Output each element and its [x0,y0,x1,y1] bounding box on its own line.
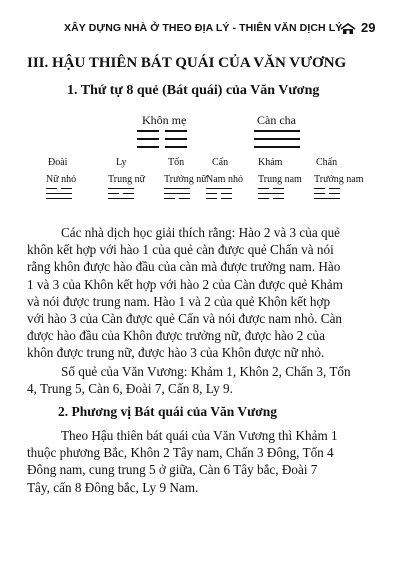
parent-trigram-khon [137,130,189,152]
paragraph-line: rằng khôn được hào đầu của càn mà được trưởng nam. Hào [27,259,341,275]
trigram-symbol [258,188,288,200]
broken-line-segment [137,138,159,140]
paragraph-line: với hào 3 của Càn được quẻ Cấn và nói được nam nhỏ. Càn [27,311,343,327]
paragraph-line: 4, Trung 5, Càn 6, Đoài 7, Cấn 8, Ly 9. [27,381,233,397]
trigram-name: Đoài [48,157,68,168]
trigram-role: Trưởng nam [314,174,364,185]
solid-line [108,188,134,189]
broken-line-segment [137,146,159,148]
paragraph-line: Số quẻ của Văn Vương: Khảm 1, Khôn 2, Chấn 3, Tốn [61,364,351,379]
broken-line-segment [165,138,187,140]
trigram-name: Khảm [258,157,283,168]
solid-line [314,198,340,199]
parent-label-can: Càn cha [257,113,296,127]
broken-line-segment [164,198,175,199]
broken-line-segment [123,193,134,194]
broken-line-segment [206,193,217,194]
solid-line [164,188,190,189]
broken-line-segment [46,188,57,189]
paragraph-3 [27,427,387,496]
trigram-symbol [108,188,138,200]
trigram-role: Nữ nhỏ [46,174,77,185]
broken-line-segment [206,198,217,199]
paragraph-line: Đông nam, cung trung 5 ở giữa, Càn 6 Tây bắc, Đoài 7 [27,462,318,478]
trigram-name: Cấn [212,157,229,168]
trigram-role: Trung nữ [108,174,146,185]
solid-line [108,198,134,199]
solid-line [254,146,300,148]
running-title: XÂY DỰNG NHÀ Ở THEO ĐỊA LÝ - THIÊN VĂN DỊCH LÝ [64,22,343,34]
trigram-symbol [164,188,194,200]
trigram-symbol [206,188,236,200]
broken-line-segment [314,188,325,189]
parent-trigram-can [254,130,302,152]
broken-line-segment [273,198,284,199]
solid-line [254,138,300,140]
subsection-title-1: 1. Thứ tự 8 quẻ (Bát quái) của Văn Vương [67,83,320,98]
broken-line-segment [61,188,72,189]
broken-line-segment [314,193,325,194]
running-header [64,22,384,38]
broken-line-segment [137,130,159,132]
paragraph-line: và nói được trung nam. Hào 1 và 2 của quẻ Khôn kết hợp [27,293,331,309]
broken-line-segment [179,198,190,199]
trigram-role: Trung nam [258,174,302,185]
broken-line-segment [258,188,269,189]
broken-line-segment [108,193,119,194]
trigram-role: Trưởng nữ [164,174,207,185]
paragraph-line: thuộc phương Bắc, Khôn 2 Tây nam, Chấn 3 Đông, Tốn 4 [27,445,334,461]
paragraph-line: khôn được trung nữ, được hào 3 của Khôn được nữ nhỏ. [27,345,325,361]
trigram-role: Nam nhỏ [206,174,243,185]
solid-line [206,188,232,189]
paragraph-line: được hào đầu của Khôn được trưởng nữ, được hào 2 của [27,328,325,344]
trigram-name: Ly [116,157,127,168]
paragraph-1 [27,224,387,362]
solid-line [254,130,300,132]
solid-line [164,193,190,194]
broken-line-segment [329,193,340,194]
page-number: 29 [361,20,376,35]
solid-line [46,198,72,199]
paragraph-line: Theo Hậu thiên bát quái của Văn Vương thì Khảm 1 [61,428,338,443]
solid-line [46,193,72,194]
trigram-name: Tốn [168,157,185,168]
broken-line-segment [165,146,187,148]
broken-line-segment [273,188,284,189]
paragraph-line: 1 và 3 của Khôn kết hợp với hào 2 của Càn được quẻ Khảm [27,276,343,292]
paragraph-line: Tây, cấn 8 Đông bắc, Ly 9 Nam. [27,479,199,495]
house-icon [340,23,356,35]
trigram-name: Chấn [316,157,338,168]
parent-label-khon: Khôn mẹ [142,113,187,127]
trigram-symbol [46,188,76,200]
broken-line-segment [165,130,187,132]
broken-line-segment [329,188,340,189]
trigram-symbol [314,188,344,200]
subsection-title-2: 2. Phương vị Bát quái của Văn Vương [58,404,277,419]
broken-line-segment [221,198,232,199]
solid-line [258,193,284,194]
section-title: III. HẬU THIÊN BÁT QUÁI CỦA VĂN VƯƠNG [27,55,347,71]
paragraph-line: khôn kết hợp với hào 1 của quẻ càn được quẻ Chấn và nói [27,242,334,258]
paragraph-line: Các nhà dịch học giải thích rằng: Hào 2 và 3 của quẻ [61,225,341,240]
broken-line-segment [258,198,269,199]
broken-line-segment [221,193,232,194]
paragraph-2 [27,363,387,397]
